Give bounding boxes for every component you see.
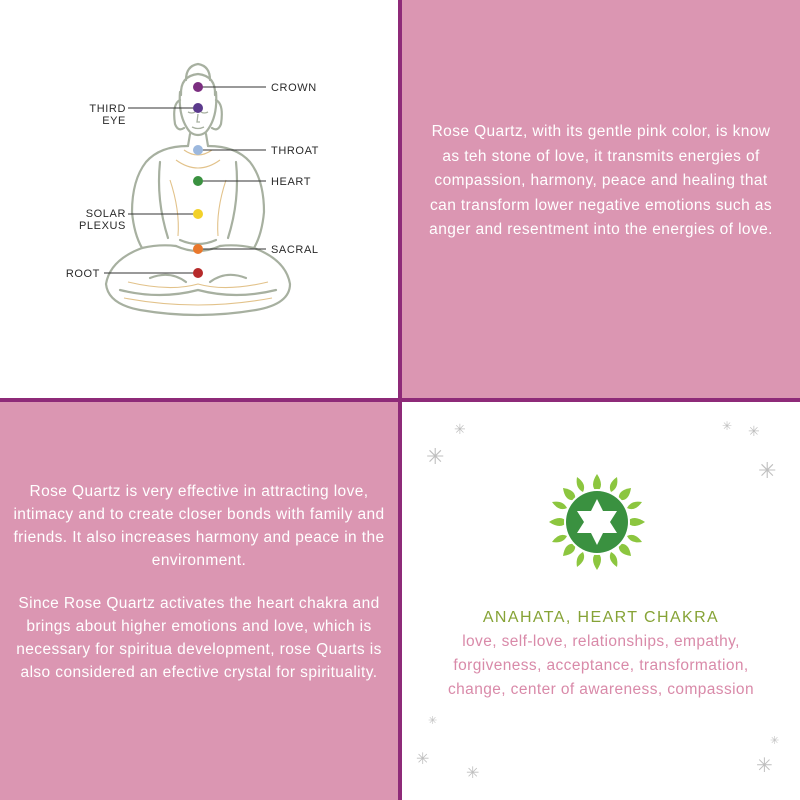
heart-chakra-title: ANAHATA, HEART CHAKRA [482, 609, 720, 626]
benefits-paragraph-2: Since Rose Quartz activates the heart chakra and brings about higher emotions and love, which is necessary for spiritua development, rose Quarts is also considered an efective crystal for spirituality. [16, 595, 382, 681]
third-eye-chakra-dot [193, 103, 203, 113]
sparkle-icon: ✳ [426, 444, 445, 469]
solar-plexus-chakra-dot [193, 209, 203, 219]
buddha-face [188, 112, 208, 129]
sparkle-icon: ✳ [758, 458, 777, 483]
sparkle-icon: ✳ [416, 751, 430, 768]
sparkle-icon: ✳ [770, 735, 780, 747]
benefits-paragraph-1: Rose Quartz is very effective in attracting love, intimacy and to create closer bonds with family and friends. It also increases harmony and peace in the environment. [13, 483, 385, 569]
horizontal-divider [0, 398, 800, 402]
sacral-label: SACRAL [271, 244, 319, 256]
sparkle-icon: ✳ [454, 421, 466, 437]
solar-plexus-label-line2: PLEXUS [78, 220, 126, 232]
third-eye-label-line2: EYE [102, 115, 126, 127]
crown-label: CROWN [271, 82, 317, 94]
sparkle-icon: ✳ [756, 755, 773, 777]
robe-inner-lines [124, 150, 272, 305]
crown-chakra-dot [193, 82, 203, 92]
solar-plexus-label-line1: SOLAR [85, 208, 126, 220]
sparkle-icon: ✳ [428, 715, 438, 727]
sacral-chakra-dot [193, 244, 203, 254]
heart-chakra-dot [193, 176, 203, 186]
sparkle-icon: ✳ [722, 419, 733, 433]
heart-chakra-emblem-icon [547, 472, 647, 572]
heart-label: HEART [271, 176, 312, 188]
sparkle-icon: ✳ [748, 423, 760, 439]
root-label: ROOT [65, 268, 100, 280]
throat-chakra-dot [193, 145, 203, 155]
heart-chakra-panel [402, 402, 800, 800]
buddha-chakra-diagram [0, 0, 398, 398]
heart-chakra-description: love, self-love, relationships, empathy, forgiveness, acceptance, transformation, change, center of awareness, compassion [448, 633, 754, 698]
throat-label: THROAT [271, 145, 320, 157]
third-eye-label-line1: THIRD [89, 103, 126, 115]
rose-quartz-intro-text: Rose Quartz, with its gentle pink color, is know as teh stone of love, it transmits energies of compassion, harmony, peace and healing that can transform lower negative emotions such as anger and resentment into the energies of love. [429, 123, 773, 238]
rose-quartz-benefits-panel [0, 402, 398, 800]
rose-quartz-intro-panel [402, 0, 800, 398]
benefits-text-block [12, 480, 386, 704]
sparkle-icon: ✳ [466, 765, 480, 782]
root-chakra-dot [193, 268, 203, 278]
chakra-diagram-panel [0, 0, 398, 398]
